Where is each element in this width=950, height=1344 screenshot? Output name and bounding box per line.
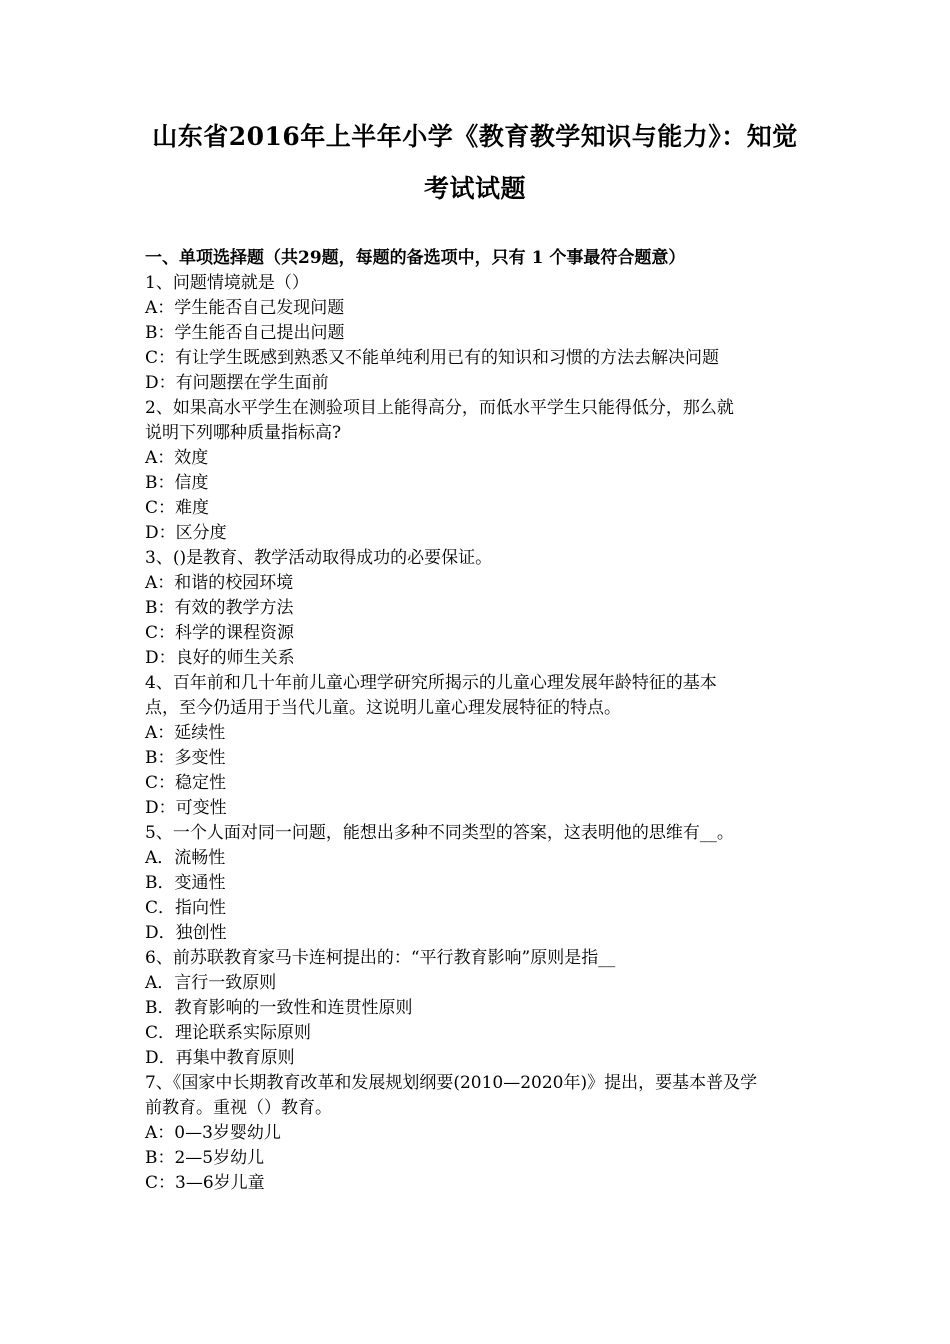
question-6-option-a: A．言行一致原则 xyxy=(145,973,277,993)
question-3-option-a: A：和谐的校园环境 xyxy=(145,573,294,593)
question-2-option-a: A：效度 xyxy=(145,448,209,468)
question-1-option-c: C：有让学生既感到熟悉又不能单纯利用已有的知识和习惯的方法去解决问题 xyxy=(145,348,720,368)
question-6-option-c: C．理论联系实际原则 xyxy=(145,1023,312,1043)
document-title-line-1: 山东省2016年上半年小学《教育教学知识与能力》：知觉 xyxy=(152,122,798,151)
section-heading: 一、单项选择题（共29题，每题的备选项中，只有 1 个事最符合题意） xyxy=(145,248,686,268)
question-6-option-b: B．教育影响的一致性和连贯性原则 xyxy=(145,998,413,1018)
question-7-option-c: C：3—6岁儿童 xyxy=(145,1173,265,1193)
document-title-line-2: 考试试题 xyxy=(423,174,526,203)
question-5-option-d: D．独创性 xyxy=(145,923,227,943)
question-1-option-b: B：学生能否自己提出问题 xyxy=(145,323,345,343)
question-2-option-d: D：区分度 xyxy=(145,523,227,543)
question-2: 2、如果高水平学生在测验项目上能得高分，而低水平学生只能得低分，那么就 xyxy=(145,398,734,418)
question-1-option-d: D：有问题摆在学生面前 xyxy=(145,373,329,393)
question-1-option-a: A：学生能否自己发现问题 xyxy=(145,298,345,318)
question-4-option-c: C：稳定性 xyxy=(145,773,227,793)
question-5-option-b: B．变通性 xyxy=(145,873,226,893)
question-2-option-b: B：信度 xyxy=(145,473,209,493)
question-7: 7、《国家中长期教育改革和发展规划纲要(2010—2020年)》提出，要基本普及学 xyxy=(145,1073,758,1093)
question-1: 1、问题情境就是（） xyxy=(145,273,309,293)
question-4-continued: 点，至今仍适用于当代儿童。这说明儿童心理发展特征的特点。 xyxy=(145,698,621,718)
question-3-option-b: B：有效的教学方法 xyxy=(145,598,294,618)
question-4-option-d: D：可变性 xyxy=(145,798,227,818)
question-7-option-a: A：0—3岁婴幼儿 xyxy=(145,1123,281,1143)
question-3-option-c: C：科学的课程资源 xyxy=(145,623,295,643)
question-7-option-b: B：2—5岁幼儿 xyxy=(145,1148,265,1168)
question-2-continued: 说明下列哪种质量指标高? xyxy=(145,423,342,443)
question-6: 6、前苏联教育家马卡连柯提出的：“平行教育影响”原则是指__ xyxy=(145,948,616,968)
question-5-option-a: A．流畅性 xyxy=(145,848,226,868)
document-body xyxy=(145,246,815,1196)
question-3: 3、()是教育、教学活动取得成功的必要保证。 xyxy=(145,548,493,568)
question-3-option-d: D：良好的师生关系 xyxy=(145,648,295,668)
question-5-option-c: C．指向性 xyxy=(145,898,227,918)
question-6-option-d: D．再集中教育原则 xyxy=(145,1048,295,1068)
question-4: 4、百年前和几十年前儿童心理学研究所揭示的儿童心理发展年龄特征的基本 xyxy=(145,673,717,693)
question-4-option-b: B：多变性 xyxy=(145,748,226,768)
question-5: 5、一个人面对同一问题，能想出多种不同类型的答案，这表明他的思维有__。 xyxy=(145,823,734,843)
question-7-continued: 前教育。重视（）教育。 xyxy=(145,1098,332,1118)
question-2-option-c: C：难度 xyxy=(145,498,210,518)
question-4-option-a: A：延续性 xyxy=(145,723,226,743)
